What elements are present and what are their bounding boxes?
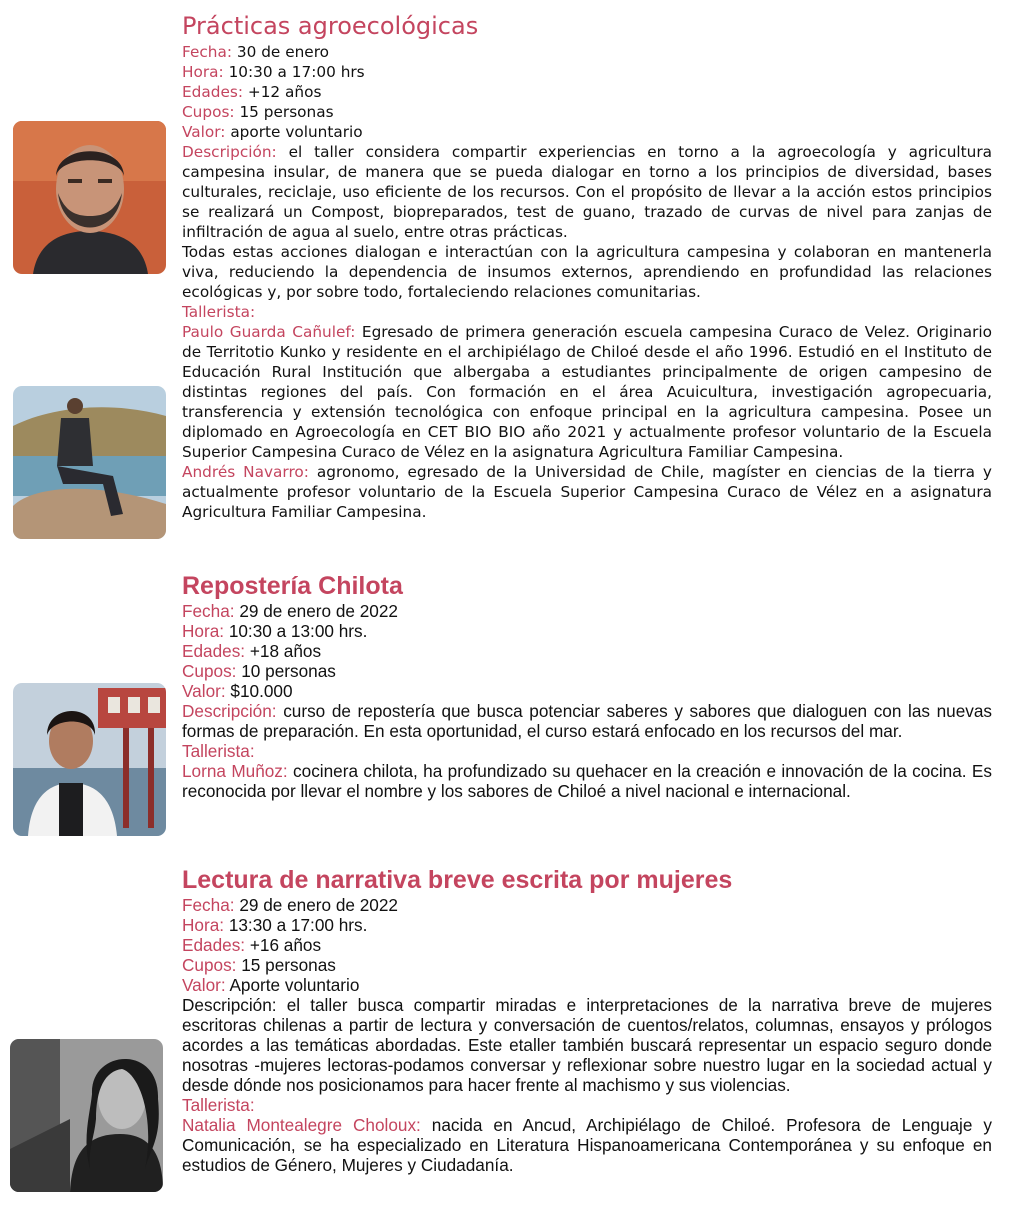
- edades-row: [182, 935, 992, 955]
- descripcion-paragraph: [182, 995, 992, 1095]
- workshop-practicas-agroecologicas: [182, 10, 992, 522]
- tallerista-bio-andres: [182, 462, 992, 522]
- valor-label: Valor:: [182, 975, 226, 995]
- fecha-value: 29 de enero de 2022: [239, 895, 398, 915]
- hora-row: [182, 621, 992, 641]
- edades-value: +18 años: [249, 641, 322, 661]
- descripcion-paragraph: [182, 142, 992, 242]
- valor-row: [182, 681, 992, 701]
- fecha-value: 30 de enero: [236, 43, 330, 61]
- valor-value: aporte voluntario: [230, 123, 363, 141]
- descripcion-paragraph-2: Todas estas acciones dialogan e interactúan con la agricultura campesina y colaboran en mantenerla viva, reduciendo la dependencia de insumos externos, aprendiendo en profundidad las relaciones ecológicas y, por sobre todo, fortaleciendo relaciones comunitarias.: [182, 243, 992, 301]
- tallerista-name: Natalia Montealegre Choloux:: [182, 1115, 421, 1135]
- descripcion-label: Descripción:: [182, 701, 277, 721]
- tallerista-name: Paulo Guarda Cañulef:: [182, 323, 356, 341]
- edades-label: Edades:: [182, 83, 243, 101]
- tallerista-label: Tallerista:: [182, 1095, 255, 1115]
- cupos-value: 15 personas: [241, 955, 336, 975]
- edades-row: [182, 82, 992, 102]
- edades-label: Edades:: [182, 935, 246, 955]
- edades-row: [182, 641, 992, 661]
- tallerista-label: Tallerista:: [182, 303, 256, 321]
- cupos-row: [182, 661, 992, 681]
- cupos-label: Cupos:: [182, 103, 235, 121]
- fecha-label: Fecha:: [182, 895, 235, 915]
- descripcion-text: el taller considera compartir experiencias en torno a la agroecología y agricultura campesina insular, de manera que se pueda dialogar en torno a los principios de diversidad, bases culturales, reciclaje, uso eficiente de los recursos. Con el propósito de llevar a la acción estos principios se realizará un Compost, biopreparados, test de guano, trazado de curvas de nivel para zanjas de infiltración de agua al suelo, entre otras prácticas.: [182, 143, 992, 241]
- valor-row: [182, 975, 992, 995]
- valor-value: Aporte voluntario: [229, 975, 360, 995]
- cupos-row: [182, 102, 992, 122]
- workshop-lectura-narrativa: [182, 866, 992, 1175]
- edades-value: +12 años: [247, 83, 322, 101]
- cupos-label: Cupos:: [182, 661, 237, 681]
- hora-row: [182, 915, 992, 935]
- fecha-row: [182, 601, 992, 621]
- workshop-reposteria-chilota: [182, 572, 992, 801]
- tallerista-label: Tallerista:: [182, 741, 255, 761]
- cupos-value: 10 personas: [241, 661, 336, 681]
- fecha-row: [182, 895, 992, 915]
- descripcion-text: el taller busca compartir miradas e interpretaciones de la narrativa breve de mujeres escritoras chilenas a partir de lectura y conversación de cuentos/relatos, columnas, ensayos y prólogos acordes a las temáticas abordadas. Este etaller también buscará representar un espacio seguro donde nosotras -mujeres lectoras-podamos conversar y reflexionar sobre nuestro lugar en la sociedad actual y desde dónde nos posicionamos para hacer frente al machismo y sus violencias.: [182, 995, 993, 1095]
- tallerista-photo-lorna: [13, 683, 166, 836]
- valor-label: Valor:: [182, 123, 226, 141]
- hora-value: 10:30 a 17:00 hrs: [228, 63, 365, 81]
- hora-row: [182, 62, 992, 82]
- tallerista-bio-natalia: [182, 1115, 992, 1175]
- fecha-row: [182, 42, 992, 62]
- descripcion-text: curso de repostería que busca potenciar saberes y sabores que dialoguen con las nuevas formas de preparación. En esta oportunidad, el curso estará enfocado en los recursos del mar.: [182, 701, 992, 741]
- descripcion-label: Descripción:: [182, 995, 277, 1015]
- hora-value: 13:30 a 17:00 hrs.: [228, 915, 368, 935]
- edades-label: Edades:: [182, 641, 246, 661]
- descripcion-label: Descripción:: [182, 143, 277, 161]
- valor-value: $10.000: [230, 681, 293, 701]
- tallerista-bio-text: nacida en Ancud, Archipiélago de Chiloé. Profesora de Lenguaje y Comunicación, se ha especializado en Literatura Hispanoamericana Contemporánea y su enfoque en estudios de Género, Mujeres y Ciudadanía.: [182, 1115, 992, 1175]
- fecha-label: Fecha:: [182, 601, 235, 621]
- valor-label: Valor:: [182, 681, 226, 701]
- tallerista-bio-paulo: [182, 322, 992, 462]
- tallerista-name: Andrés Navarro:: [182, 463, 309, 481]
- fecha-value: 29 de enero de 2022: [239, 601, 398, 621]
- tallerista-bio-text: Egresado de primera generación escuela campesina Curaco de Velez. Originario de Territotio Kunko y residente en el archipiélago de Chiloé desde el año 1996. Estudió en el Instituto de Educación Rural Institución que albergaba a estudiantes principalmente de origen campesino de distintas regiones del país. Con formación en el área Acuicultura, investigación agropecuaria, transferencia y extensión tecnológica con enfoque principal en la agricultura campesina. Posee un diplomado en Agroecología en CET BIO BIO año 2021 y actualmente profesor voluntario de la Escuela Superior Campesina Curaco de Vélez en la asignatura Agricultura Familiar Campesina.: [182, 323, 992, 461]
- cupos-label: Cupos:: [182, 955, 237, 975]
- tallerista-bio-lorna: [182, 761, 992, 801]
- fecha-label: Fecha:: [182, 43, 233, 61]
- tallerista-photo-andres: [13, 386, 166, 539]
- tallerista-bio-text: cocinera chilota, ha profundizado su quehacer en la creación e innovación de la cocina. Es reconocida por llevar el nombre y los sabores de Chiloé a nivel nacional e internacional.: [182, 761, 992, 801]
- tallerista-photo-paulo: [13, 121, 166, 274]
- workshop-title: Prácticas agroecológicas: [182, 12, 479, 40]
- descripcion-paragraph: [182, 701, 992, 741]
- edades-value: +16 años: [249, 935, 322, 955]
- tallerista-bio-text: agronomo, egresado de la Universidad de Chile, magíster en ciencias de la tierra y actualmente profesor voluntario de la Escuela Superior Campesina Curaco de Vélez en a asignatura Agricultura Familiar Campesina.: [182, 463, 992, 521]
- cupos-row: [182, 955, 992, 975]
- hora-label: Hora:: [182, 915, 225, 935]
- hora-label: Hora:: [182, 63, 224, 81]
- workshop-title: Repostería Chilota: [182, 572, 403, 600]
- hora-label: Hora:: [182, 621, 225, 641]
- hora-value: 10:30 a 13:00 hrs.: [228, 621, 368, 641]
- tallerista-name: Lorna Muñoz:: [182, 761, 288, 781]
- workshop-title: Lectura de narrativa breve escrita por mujeres: [182, 866, 733, 894]
- tallerista-photo-natalia: [10, 1039, 163, 1192]
- valor-row: [182, 122, 992, 142]
- cupos-value: 15 personas: [239, 103, 334, 121]
